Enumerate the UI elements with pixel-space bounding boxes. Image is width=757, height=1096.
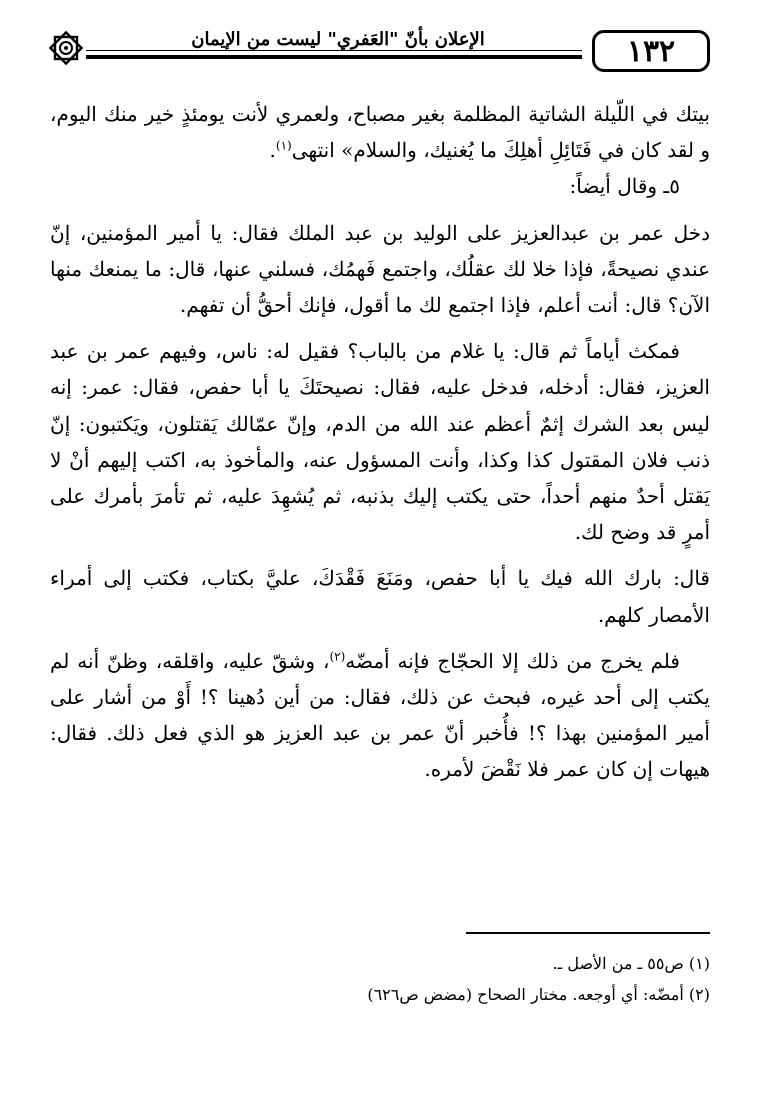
- running-title: الإعلان بأنّ "العَفري" ليست من الإيمان: [191, 29, 485, 50]
- paragraph-text: بيتك في اللّيلة الشاتية المظلمة بغير مصباح، ولعمري لأنت يومئذٍ خير منك اليوم، و لقد كان في فَتَائِلِ أهلِكَ ما يُغنيك، والسلام» انتهى: [50, 102, 710, 163]
- paragraph-tail: .: [269, 138, 276, 163]
- paragraph-text: دخل عمر بن عبدالعزيز على الوليد بن عبد الملك فقال: يا أمير المؤمنين، إنّ عندي نصيحةً، فإذا خلا لك عقلُك، واجتمع فَهمُك، فسلني عنها، قال: ما يمنعك منها الآن؟ قال: أنت أعلم، فإذا اجتمع لك ما أقول، فإنك أحقُّ أن تفهم.: [50, 220, 710, 318]
- paragraph-2: [50, 168, 710, 204]
- footnotes: [50, 948, 710, 1010]
- paragraph-6: [50, 643, 710, 788]
- page-header: [46, 30, 710, 82]
- paragraph-tail: ، وشقّ عليه، واقلقه، وظنّ أنه لم يكتب إلى أحد غيره، فبحث عن ذلك، فقال: من أين دُهينا ؟! أَوْ من أشار على أمير المؤمنين بهذا ؟! فأُخبر أنّ عمر بن عبد العزيز هو الذي فعل ذلك. فقال: هيهات إن كان عمر فلا نَقْضَ لأمره.: [50, 648, 710, 782]
- footnote-2: (٢) أمضّه: أي أوجعه. مختار الصحاح (مضض ص٦٢٦): [367, 985, 710, 1004]
- page-number: ١٣٢: [592, 30, 710, 72]
- eight-point-star-icon: [46, 28, 86, 68]
- paragraph-text: قال: بارك الله فيك يا أبا حفص، ومَنَعَ فَقْدَكَ، عليَّ بكتاب، فكتب إلى أمراء الأمصار كلهم.: [50, 566, 710, 627]
- header-rule-thin: [86, 50, 582, 51]
- footnote-marker: (١): [275, 138, 292, 153]
- paragraph-text: فلم يخرج من ذلك إلا الحجّاج فإنه أمضّه: [345, 648, 680, 673]
- footnote-marker: (٢): [329, 649, 346, 664]
- paragraph-3: [50, 215, 710, 324]
- header-rule-thick: [86, 55, 582, 59]
- section-heading: ٥ـ وقال أيضاً:: [569, 174, 680, 199]
- footnote-1: (١) ص٥٥ ـ من الأصل ـ.: [552, 954, 710, 973]
- paragraph-1: [50, 96, 710, 168]
- paragraph-text: فمكث أياماً ثم قال: يا غلام من بالباب؟ فقيل له: ناس، وفيهم عمر بن عبد العزيز، فقال: أدخله، فدخل عليه، فقال: نصيحتَكَ يا أبا حفص، فقال: عمر: إنه ليس بعد الشرك إثمٌ أعظم عند الله من الدم، وإنّ عمّالك يَقتلون، ويَكتبون: إنّ ذنب فلان المقتول كذا وكذا، وأنت المسؤول عنه، والمأخوذ به، اكتب إليهم أنْ لا يَقتل أحدٌ منهم أحداً، حتى يكتب إليك بذنبه، ثم يُشهِدَ عليه، ثم تأمرَ بأمرك على أمرٍ قد وضح لك.: [50, 339, 710, 545]
- paragraph-4: [50, 333, 710, 550]
- footnote-separator: [466, 932, 710, 934]
- main-text: [50, 96, 710, 788]
- paragraph-5: [50, 560, 710, 632]
